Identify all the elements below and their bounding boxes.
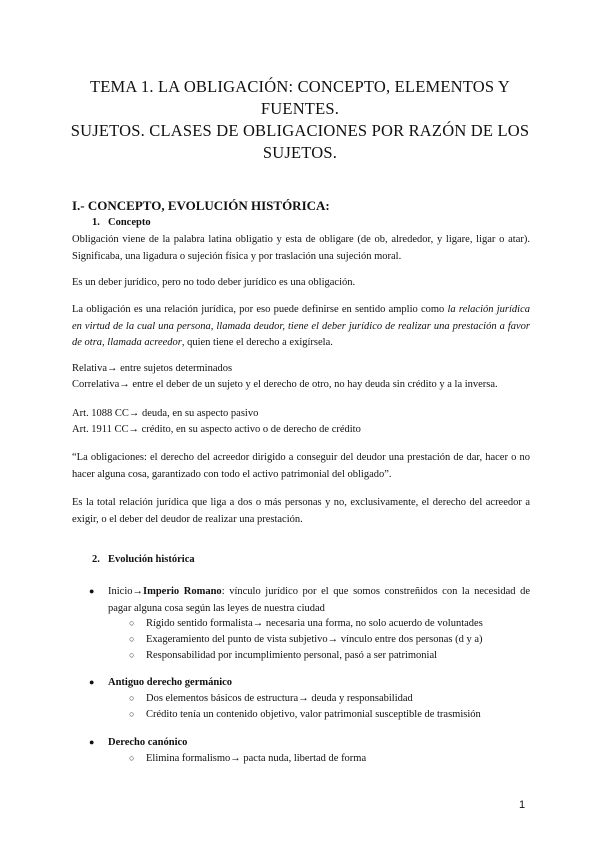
circle-bullet: ○: [129, 753, 135, 763]
sub-item: Responsabilidad por incumplimiento personal, pasó a ser patrimonial: [146, 650, 438, 661]
paragraph-definition: [72, 302, 530, 352]
circle-bullet: ○: [129, 650, 135, 660]
relativa-line: Relativa→ entre sujetos determinados: [72, 363, 233, 374]
article-1911-line: Art. 1911 CC→ crédito, en su aspecto activo o de derecho de crédito: [72, 424, 361, 435]
quote-paragraph: “La obligaciones: el derecho del acreedor dirigido a conseguir del deudor una prestación de dar, hacer o no hacer alguna cosa, garantizado con todo el activo patrimonial del obligado”.: [72, 452, 530, 480]
paragraph-relacion-total: Es la total relación jurídica que liga a dos o más personas y no, exclusivamente, el derecho del acreedor a exigir, o el deber del deudor de realizar una prestación.: [72, 497, 530, 525]
title-line-1: TEMA 1. LA OBLIGACIÓN: CONCEPTO, ELEMENTOS Y FUENTES.: [89, 77, 511, 118]
definition-italic: la relación jurídica en virtud de la cual una persona, llamada deudor, tiene el deber jurídico de realizar una prestación a favor de otra, llamada acreedor: [72, 304, 530, 348]
circle-bullet: ○: [129, 618, 135, 628]
subsection-number-2: 2.: [92, 554, 100, 565]
page-number: 1: [519, 799, 526, 811]
bullet-dot: ●: [89, 677, 95, 687]
bullet-dot: ●: [89, 737, 95, 747]
bullet-bold: Imperio Romano: [143, 586, 222, 597]
article-1088-line: Art. 1088 CC→ deuda, en su aspecto pasivo: [72, 408, 259, 419]
circle-bullet: ○: [129, 709, 135, 719]
bullet-prefix: Inicio→: [108, 586, 143, 597]
section-heading: I.- CONCEPTO, EVOLUCIÓN HISTÓRICA:: [72, 198, 330, 213]
definition-end: , quien tiene el derecho a exigírsela.: [181, 337, 333, 348]
subsection-title-concepto: Concepto: [108, 217, 151, 228]
sub-item: Exageramiento del punto de vista subjetivo→ vínculo entre dos personas (d y a): [146, 634, 483, 645]
subsection-title-evolucion: Evolución histórica: [108, 554, 195, 565]
sub-item: Elimina formalismo→ pacta nuda, libertad de forma: [146, 753, 367, 764]
title-line-2: SUJETOS. CLASES DE OBLIGACIONES POR RAZÓN DE LOS SUJETOS.: [70, 121, 530, 162]
sub-item: Dos elementos básicos de estructura→ deuda y responsabilidad: [146, 693, 413, 704]
bullet-text: : vínculo jurídico por el que somos constreñidos con la necesidad de pagar alguna cosa según las leyes de nuestra ciudad: [108, 586, 530, 614]
sub-item: Crédito tenía un contenido objetivo, valor patrimonial susceptible de trasmisión: [146, 709, 481, 720]
bullet-dot: ●: [89, 586, 95, 596]
bullet-imperio-romano: [108, 584, 530, 617]
circle-bullet: ○: [129, 634, 135, 644]
bullet-derecho-germanico: Antiguo derecho germánico: [108, 677, 233, 688]
bullet-derecho-canonico: Derecho canónico: [108, 737, 188, 748]
subsection-number-1: 1.: [92, 217, 100, 228]
sub-item: Rígido sentido formalista→ necesaria una forma, no solo acuerdo de voluntades: [146, 618, 483, 629]
paragraph-etymology: Obligación viene de la palabra latina obligatio y esta de obligare (de ob, alrededor, y ligare, ligar o atar). Significaba, una ligadura o sujeción física y por traslación una sujeción moral.: [72, 234, 530, 262]
circle-bullet: ○: [129, 693, 135, 703]
paragraph-deber-juridico: Es un deber jurídico, pero no todo deber jurídico es una obligación.: [72, 277, 356, 288]
definition-intro: La obligación es una relación jurídica, por eso puede definirse en sentido amplio como: [72, 304, 448, 315]
correlativa-line: Correlativa→ entre el deber de un sujeto y el derecho de otro, no hay deuda sin crédito y a la inversa.: [72, 379, 498, 390]
